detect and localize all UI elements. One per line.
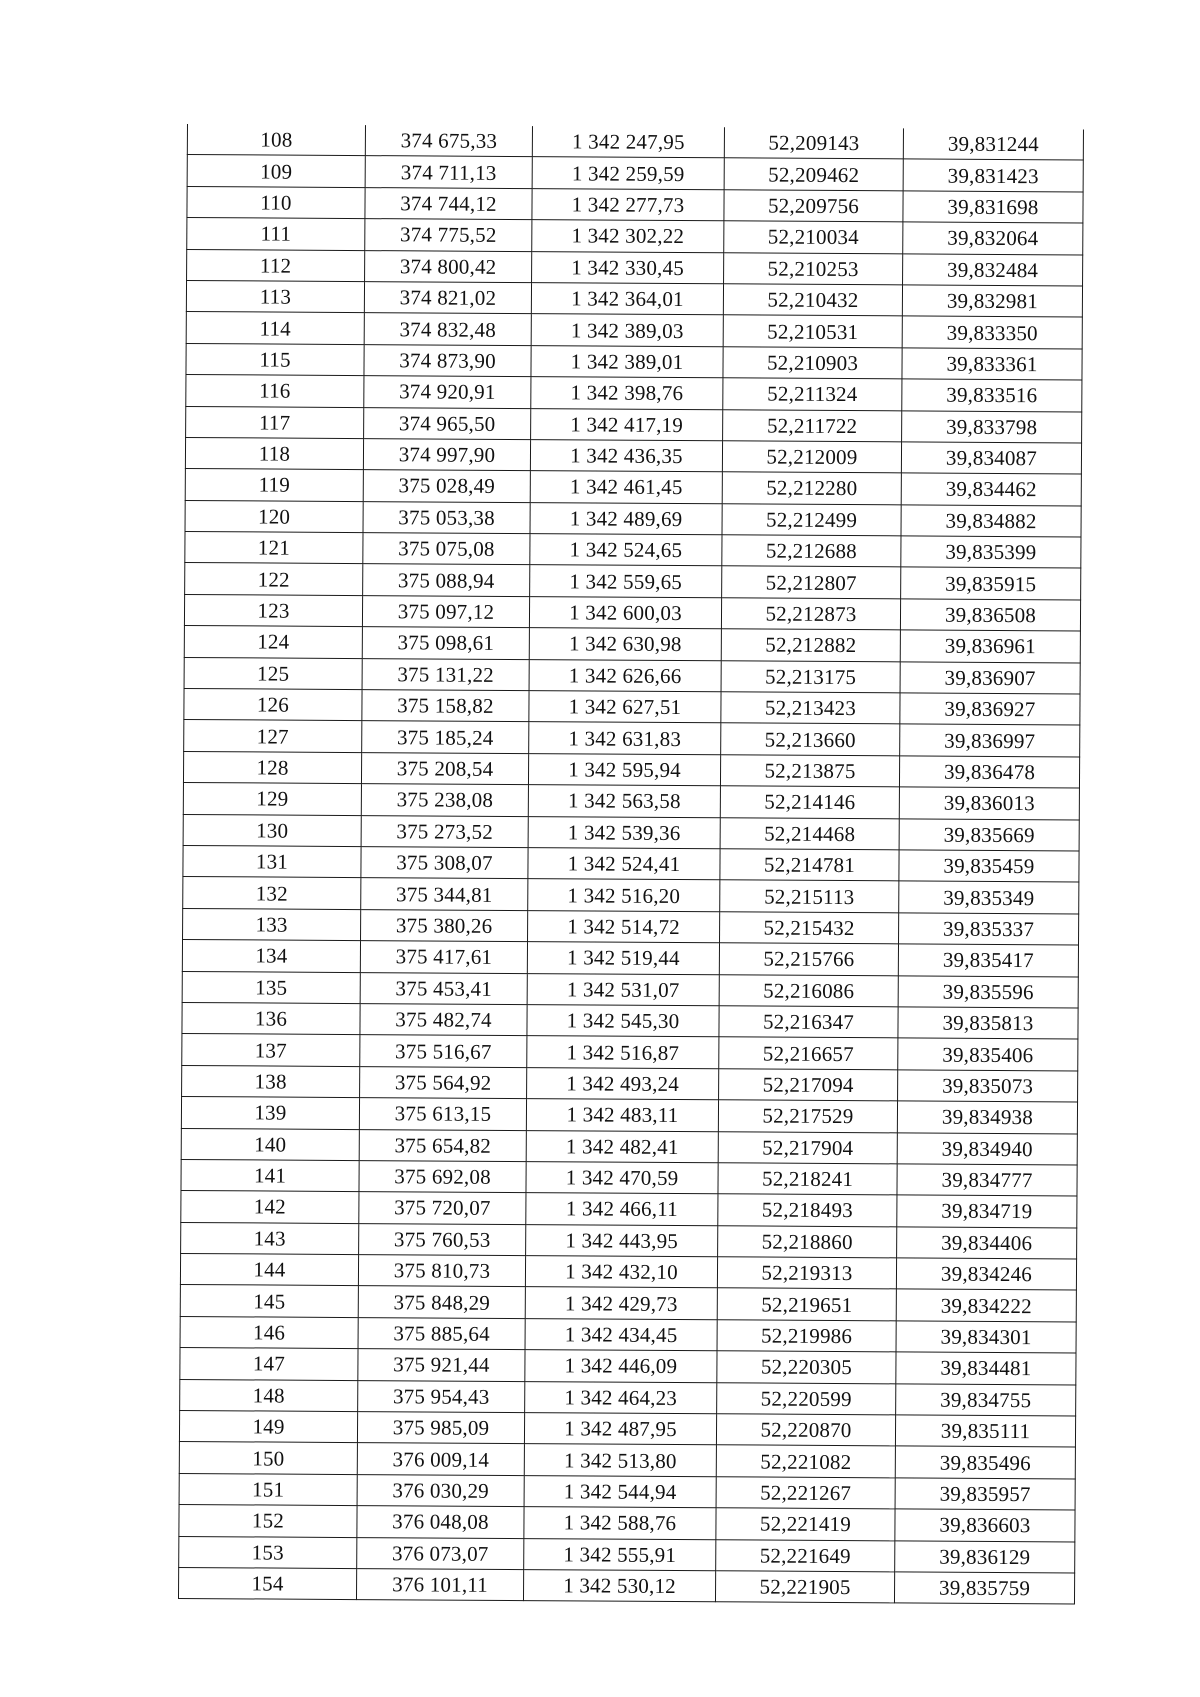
longitude-cell: 39,835349 [899,881,1079,913]
latitude-cell: 52,215432 [720,912,899,944]
x-coordinate-cell: 375 098,61 [362,627,529,659]
latitude-cell: 52,212882 [721,629,900,661]
latitude-cell: 52,215113 [720,880,899,912]
latitude-cell: 52,215766 [719,943,898,975]
y-coordinate-cell: 1 342 627,51 [529,691,721,724]
x-coordinate-cell: 374 832,48 [364,313,531,345]
x-coordinate-cell: 375 654,82 [359,1129,526,1161]
point-number-cell: 133 [183,908,361,940]
latitude-cell: 52,214146 [720,786,899,818]
x-coordinate-cell: 375 720,07 [359,1192,526,1224]
x-coordinate-cell: 375 760,53 [359,1223,526,1255]
longitude-cell: 39,832981 [902,285,1082,317]
y-coordinate-cell: 1 342 483,11 [526,1099,718,1132]
latitude-cell: 52,218860 [718,1225,897,1257]
y-coordinate-cell: 1 342 443,95 [526,1224,718,1257]
x-coordinate-cell: 375 885,64 [358,1317,525,1349]
y-coordinate-cell: 1 342 389,03 [531,314,723,347]
point-number-cell: 111 [187,218,365,250]
longitude-cell: 39,836129 [895,1540,1075,1572]
longitude-cell: 39,832484 [903,253,1083,285]
y-coordinate-cell: 1 342 466,11 [526,1193,718,1226]
y-coordinate-cell: 1 342 626,66 [529,659,721,692]
y-coordinate-cell: 1 342 539,36 [528,816,720,849]
y-coordinate-cell: 1 342 470,59 [526,1161,718,1194]
longitude-cell: 39,834246 [896,1258,1076,1290]
point-number-cell: 121 [185,532,363,564]
y-coordinate-cell: 1 342 259,59 [532,157,724,190]
longitude-cell: 39,832064 [903,222,1083,254]
y-coordinate-cell: 1 342 247,95 [532,126,724,158]
point-number-cell: 148 [180,1379,358,1411]
y-coordinate-cell: 1 342 487,95 [524,1413,716,1446]
point-number-cell: 127 [184,720,362,752]
x-coordinate-cell: 376 009,14 [357,1443,524,1475]
latitude-cell: 52,211722 [723,409,902,441]
point-number-cell: 112 [187,249,365,281]
point-number-cell: 135 [182,971,360,1003]
x-coordinate-cell: 375 482,74 [360,1004,527,1036]
longitude-cell: 39,835406 [898,1038,1078,1070]
x-coordinate-cell: 375 075,08 [363,533,530,565]
longitude-cell: 39,831698 [903,191,1083,223]
point-number-cell: 141 [181,1159,359,1191]
longitude-cell: 39,833350 [902,316,1082,348]
latitude-cell: 52,217094 [719,1068,898,1100]
x-coordinate-cell: 374 965,50 [364,407,531,439]
point-number-cell: 149 [179,1410,357,1442]
point-number-cell: 117 [186,406,364,438]
y-coordinate-cell: 1 342 588,76 [524,1507,716,1540]
latitude-cell: 52,209143 [724,127,903,159]
x-coordinate-cell: 375 208,54 [361,752,528,784]
latitude-cell: 52,213175 [721,660,900,692]
longitude-cell: 39,835111 [895,1415,1075,1447]
point-number-cell: 108 [187,124,365,156]
y-coordinate-cell: 1 342 429,73 [525,1287,717,1320]
latitude-cell: 52,219986 [717,1320,896,1352]
x-coordinate-cell: 374 873,90 [364,344,531,376]
x-coordinate-cell: 375 131,22 [362,658,529,690]
latitude-cell: 52,211324 [723,378,902,410]
y-coordinate-cell: 1 342 630,98 [529,628,721,661]
latitude-cell: 52,216347 [719,1006,898,1038]
latitude-cell: 52,221905 [715,1571,894,1603]
x-coordinate-cell: 375 516,67 [360,1035,527,1067]
y-coordinate-cell: 1 342 364,01 [531,283,723,316]
longitude-cell: 39,835073 [898,1070,1078,1102]
latitude-cell: 52,218493 [718,1194,897,1226]
latitude-cell: 52,216086 [719,974,898,1006]
latitude-cell: 52,210903 [723,347,902,379]
latitude-cell: 52,213660 [721,723,900,755]
y-coordinate-cell: 1 342 464,23 [525,1381,717,1414]
x-coordinate-cell: 375 238,08 [361,784,528,816]
longitude-cell: 39,833798 [902,410,1082,442]
x-coordinate-cell: 374 775,52 [365,219,532,251]
y-coordinate-cell: 1 342 482,41 [526,1130,718,1163]
longitude-cell: 39,836961 [900,630,1080,662]
longitude-cell: 39,834087 [901,442,1081,474]
point-number-cell: 138 [182,1065,360,1097]
y-coordinate-cell: 1 342 330,45 [532,251,724,284]
latitude-cell: 52,210432 [723,284,902,316]
latitude-cell: 52,209756 [724,190,903,222]
latitude-cell: 52,220870 [716,1414,895,1446]
point-number-cell: 130 [183,814,361,846]
latitude-cell: 52,217529 [718,1100,897,1132]
longitude-cell: 39,834406 [897,1227,1077,1259]
latitude-cell: 52,210253 [724,252,903,284]
longitude-cell: 39,833361 [902,348,1082,380]
latitude-cell: 52,209462 [724,158,903,190]
point-number-cell: 131 [183,845,361,877]
longitude-cell: 39,835813 [898,1007,1078,1039]
x-coordinate-cell: 375 954,43 [358,1380,525,1412]
longitude-cell: 39,834777 [897,1164,1077,1196]
longitude-cell: 39,834938 [897,1101,1077,1133]
longitude-cell: 39,835399 [901,536,1081,568]
y-coordinate-cell: 1 342 531,07 [527,973,719,1006]
y-coordinate-cell: 1 342 436,35 [530,440,722,473]
longitude-cell: 39,835417 [898,944,1078,976]
y-coordinate-cell: 1 342 524,65 [530,534,722,567]
table-row [178,1567,1074,1604]
point-number-cell: 128 [183,751,361,783]
point-number-cell: 139 [181,1097,359,1129]
point-number-cell: 143 [181,1222,359,1254]
point-number-cell: 152 [179,1505,357,1537]
latitude-cell: 52,219313 [717,1257,896,1289]
point-number-cell: 147 [180,1348,358,1380]
latitude-cell: 52,221082 [716,1445,895,1477]
point-number-cell: 126 [184,689,362,721]
point-number-cell: 142 [181,1191,359,1223]
y-coordinate-cell: 1 342 302,22 [532,220,724,253]
y-coordinate-cell: 1 342 563,58 [528,785,720,818]
point-number-cell: 134 [182,940,360,972]
x-coordinate-cell: 375 692,08 [359,1160,526,1192]
longitude-cell: 39,836013 [899,787,1079,819]
longitude-cell: 39,831244 [903,128,1083,160]
y-coordinate-cell: 1 342 389,01 [531,345,723,378]
x-coordinate-cell: 375 053,38 [363,501,530,533]
longitude-cell: 39,835496 [895,1446,1075,1478]
y-coordinate-cell: 1 342 277,73 [532,188,724,221]
point-number-cell: 129 [183,783,361,815]
point-number-cell: 124 [184,626,362,658]
point-number-cell: 153 [179,1536,357,1568]
longitude-cell: 39,834755 [896,1383,1076,1415]
point-number-cell: 119 [185,469,363,501]
latitude-cell: 52,212280 [722,472,901,504]
latitude-cell: 52,221267 [716,1477,895,1509]
point-number-cell: 120 [185,500,363,532]
latitude-cell: 52,213423 [721,692,900,724]
longitude-cell: 39,834882 [901,505,1081,537]
longitude-cell: 39,836478 [899,756,1079,788]
y-coordinate-cell: 1 342 524,41 [528,848,720,881]
x-coordinate-cell: 376 030,29 [357,1474,524,1506]
longitude-cell: 39,834222 [896,1289,1076,1321]
longitude-cell: 39,835596 [898,975,1078,1007]
longitude-cell: 39,835915 [901,567,1081,599]
latitude-cell: 52,217904 [718,1131,897,1163]
y-coordinate-cell: 1 342 519,44 [527,942,719,975]
x-coordinate-cell: 375 097,12 [362,595,529,627]
point-number-cell: 115 [186,343,364,375]
point-number-cell: 109 [187,155,365,187]
x-coordinate-cell: 374 675,33 [365,125,532,157]
y-coordinate-cell: 1 342 446,09 [525,1350,717,1383]
x-coordinate-cell: 376 101,11 [356,1569,523,1601]
x-coordinate-cell: 374 920,91 [364,376,531,408]
x-coordinate-cell: 375 308,07 [361,847,528,879]
point-number-cell: 145 [180,1285,358,1317]
point-number-cell: 151 [179,1473,357,1505]
longitude-cell: 39,835957 [895,1478,1075,1510]
latitude-cell: 52,221649 [716,1539,895,1571]
y-coordinate-cell: 1 342 493,24 [527,1067,719,1100]
longitude-cell: 39,834940 [897,1132,1077,1164]
coordinates-table-body [178,124,1083,1604]
point-number-cell: 137 [182,1034,360,1066]
point-number-cell: 136 [182,1002,360,1034]
point-number-cell: 113 [186,280,364,312]
x-coordinate-cell: 374 821,02 [364,282,531,314]
y-coordinate-cell: 1 342 489,69 [530,502,722,535]
latitude-cell: 52,213875 [720,755,899,787]
y-coordinate-cell: 1 342 600,03 [529,596,721,629]
x-coordinate-cell: 374 744,12 [365,187,532,219]
latitude-cell: 52,212688 [722,535,901,567]
x-coordinate-cell: 374 800,42 [365,250,532,282]
longitude-cell: 39,836907 [900,662,1080,694]
latitude-cell: 52,210531 [723,315,902,347]
x-coordinate-cell: 376 048,08 [357,1506,524,1538]
latitude-cell: 52,212873 [721,598,900,630]
longitude-cell: 39,833516 [902,379,1082,411]
longitude-cell: 39,836508 [900,599,1080,631]
y-coordinate-cell: 1 342 513,80 [524,1444,716,1477]
y-coordinate-cell: 1 342 559,65 [530,565,722,598]
x-coordinate-cell: 375 028,49 [363,470,530,502]
latitude-cell: 52,212807 [722,566,901,598]
longitude-cell: 39,831423 [903,159,1083,191]
point-number-cell: 114 [186,312,364,344]
y-coordinate-cell: 1 342 514,72 [528,910,720,943]
y-coordinate-cell: 1 342 398,76 [531,377,723,410]
x-coordinate-cell: 375 613,15 [359,1098,526,1130]
longitude-cell: 39,835337 [899,913,1079,945]
x-coordinate-cell: 375 453,41 [360,972,527,1004]
latitude-cell: 52,212009 [722,441,901,473]
y-coordinate-cell: 1 342 555,91 [524,1538,716,1571]
y-coordinate-cell: 1 342 544,94 [524,1475,716,1508]
x-coordinate-cell: 375 273,52 [361,815,528,847]
y-coordinate-cell: 1 342 432,10 [525,1256,717,1289]
longitude-cell: 39,834719 [897,1195,1077,1227]
latitude-cell: 52,221419 [716,1508,895,1540]
y-coordinate-cell: 1 342 461,45 [530,471,722,504]
point-number-cell: 122 [185,563,363,595]
x-coordinate-cell: 374 997,90 [363,438,530,470]
x-coordinate-cell: 375 564,92 [360,1066,527,1098]
y-coordinate-cell: 1 342 530,12 [523,1570,715,1603]
x-coordinate-cell: 376 073,07 [357,1537,524,1569]
longitude-cell: 39,835759 [894,1572,1074,1604]
latitude-cell: 52,214781 [720,849,899,881]
point-number-cell: 146 [180,1316,358,1348]
longitude-cell: 39,835669 [899,818,1079,850]
latitude-cell: 52,212499 [722,503,901,535]
latitude-cell: 52,219651 [717,1288,896,1320]
y-coordinate-cell: 1 342 417,19 [531,408,723,441]
x-coordinate-cell: 375 344,81 [361,878,528,910]
longitude-cell: 39,836603 [895,1509,1075,1541]
point-number-cell: 132 [183,877,361,909]
x-coordinate-cell: 375 810,73 [358,1255,525,1287]
point-number-cell: 144 [180,1254,358,1286]
y-coordinate-cell: 1 342 545,30 [527,1005,719,1038]
y-coordinate-cell: 1 342 434,45 [525,1318,717,1351]
x-coordinate-cell: 375 417,61 [360,941,527,973]
longitude-cell: 39,834462 [901,473,1081,505]
longitude-cell: 39,836927 [900,693,1080,725]
point-number-cell: 140 [181,1128,359,1160]
point-number-cell: 116 [186,375,364,407]
y-coordinate-cell: 1 342 516,20 [528,879,720,912]
x-coordinate-cell: 374 711,13 [365,156,532,188]
y-coordinate-cell: 1 342 595,94 [528,753,720,786]
point-number-cell: 125 [184,657,362,689]
latitude-cell: 52,218241 [718,1163,897,1195]
latitude-cell: 52,216657 [719,1037,898,1069]
coordinates-table [178,124,1084,1605]
point-number-cell: 118 [185,437,363,469]
latitude-cell: 52,220305 [717,1351,896,1383]
x-coordinate-cell: 375 921,44 [358,1349,525,1381]
latitude-cell: 52,220599 [717,1382,896,1414]
y-coordinate-cell: 1 342 516,87 [527,1036,719,1069]
longitude-cell: 39,835459 [899,850,1079,882]
point-number-cell: 123 [184,594,362,626]
x-coordinate-cell: 375 088,94 [363,564,530,596]
latitude-cell: 52,214468 [720,817,899,849]
x-coordinate-cell: 375 380,26 [361,909,528,941]
longitude-cell: 39,836997 [900,724,1080,756]
latitude-cell: 52,210034 [724,221,903,253]
x-coordinate-cell: 375 158,82 [362,690,529,722]
y-coordinate-cell: 1 342 631,83 [529,722,721,755]
point-number-cell: 154 [178,1567,356,1599]
point-number-cell: 110 [187,186,365,218]
point-number-cell: 150 [179,1442,357,1474]
x-coordinate-cell: 375 985,09 [357,1412,524,1444]
x-coordinate-cell: 375 185,24 [362,721,529,753]
x-coordinate-cell: 375 848,29 [358,1286,525,1318]
longitude-cell: 39,834301 [896,1321,1076,1353]
longitude-cell: 39,834481 [896,1352,1076,1384]
